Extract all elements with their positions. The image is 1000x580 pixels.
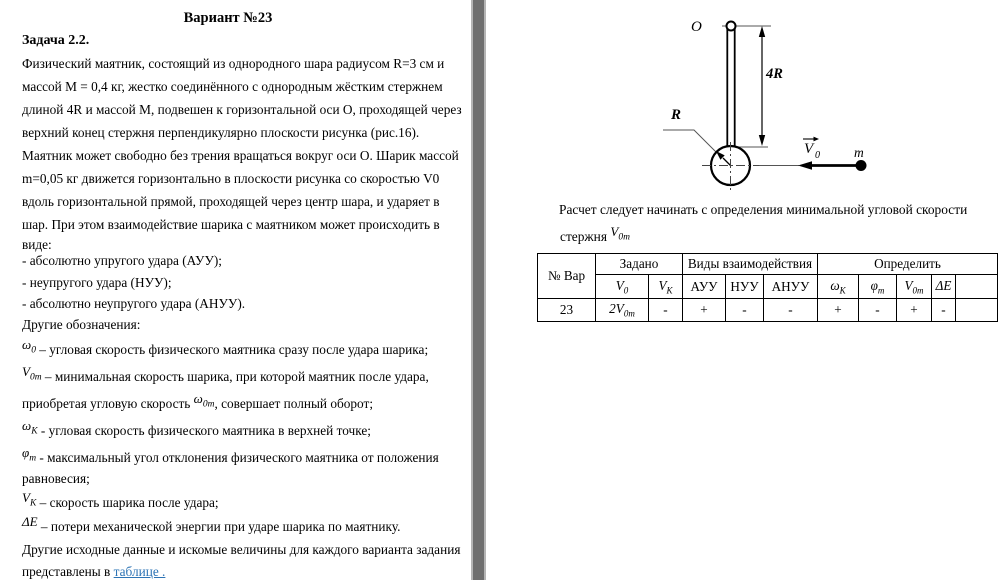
formula-omegaK: $\omega_K$: [22, 418, 38, 437]
pivot-circle: [727, 22, 736, 31]
velocity-arrowhead-icon: [798, 161, 812, 170]
footer-line: представлены в таблице .: [22, 564, 166, 579]
body-line: m=0,05 кг движется горизонтально в плоскости рисунка со скоростью V0: [22, 171, 440, 186]
definition-line: приобретая угловую скорость $\omega_{0m}$, совершает полный оборот;: [22, 391, 374, 411]
col-header-omegak: $\omega_K$: [818, 275, 859, 299]
body-line: вдоль горизонтальной прямой, проходящей через центр шара, и ударяет в: [22, 194, 440, 209]
cell-v0-value: $2V_{0m}$: [596, 299, 649, 322]
body-line: Маятник может свободно без трения вращаться вокруг оси О. Шарик массой: [22, 148, 459, 163]
notation-heading: Другие обозначения:: [22, 317, 141, 332]
dimension-arrow-up-icon: [759, 26, 765, 37]
definition-line: ΔE – потери механической энергии при ударе шарика по маятнику.: [22, 514, 401, 534]
formula-omega0m: $\omega_{0m}$: [193, 391, 215, 410]
body-line: Физический маятник, состоящий из однородного шара радиусом R=3 см и: [22, 56, 445, 71]
group-header-interactions: Виды взаимодействия: [683, 254, 818, 275]
cell-auu: +: [683, 299, 726, 322]
document-page-left: [0, 0, 471, 580]
body-line: длиной 4R и массой М, подвешен к горизонтальной оси О, проходящей через: [22, 102, 462, 117]
formula-phim: $\varphi_m$: [22, 445, 37, 464]
formula-omega0: $\omega_0$: [22, 337, 36, 356]
footer-line: Другие исходные данные и искомые величины для каждого варианта задания: [22, 542, 461, 557]
pendulum-figure: [620, 0, 900, 205]
task-heading: Задача 2.2.: [22, 33, 90, 48]
definition-line: $V_K$ – скорость шарика после удара;: [22, 490, 219, 510]
body-line: шар. При этом взаимодействие шарика с маятником может происходить в: [22, 217, 440, 232]
note-line: Расчет следует начинать с определения минимальной угловой скорости: [559, 202, 968, 217]
col-header-v0: $V_0$: [596, 275, 649, 299]
table-corner-header: № Вар: [538, 254, 596, 299]
table-link[interactable]: таблице .: [113, 564, 166, 579]
bullet-line: - абсолютно упругого удара (АУУ);: [22, 253, 223, 268]
col-header-empty: [956, 275, 998, 299]
cell-empty: [956, 299, 998, 322]
definition-line: $\omega_0$ – угловая скорость физического маятника сразу после удара шарика;: [22, 337, 429, 357]
mass-ball: [856, 160, 867, 171]
cell-vk: -: [649, 299, 683, 322]
page-title: Вариант №23: [183, 10, 273, 26]
label-pivot-O: O: [691, 19, 702, 35]
formula-v0m-note: $V_{0m}$: [610, 224, 630, 243]
group-header-given: Задано: [596, 254, 683, 275]
note-line: стержня $V_{0m}$: [560, 224, 630, 244]
definition-line: равновесия;: [22, 471, 90, 486]
col-header-vk: $V_K$: [649, 275, 683, 299]
cell-v0m: +: [897, 299, 932, 322]
pendulum-rod: [727, 27, 734, 147]
col-header-nuu: НУУ: [726, 275, 764, 299]
cell-deltae: -: [932, 299, 956, 322]
col-header-phim: $\varphi_m$: [859, 275, 897, 299]
cell-anuu: -: [764, 299, 818, 322]
table-row: [538, 299, 998, 322]
cell-nuu: -: [726, 299, 764, 322]
cell-omegak: +: [818, 299, 859, 322]
page-divider: [471, 0, 486, 580]
col-header-deltae: ΔE: [932, 275, 956, 299]
col-header-anuu: АНУУ: [764, 275, 818, 299]
radius-leader: [663, 130, 716, 152]
group-header-determine: Определить: [818, 254, 998, 275]
formula-vK: $V_K$: [22, 490, 37, 509]
label-dim-4R: 4R: [766, 66, 783, 82]
formula-v0m: $V_{0m}$: [22, 364, 42, 383]
body-line: массой М = 0,4 кг, жестко соединённого с однородным жёстким стержнем: [22, 79, 443, 94]
bullet-line: - неупругого удара (НУУ);: [22, 275, 172, 290]
vector-arrowhead-icon: [814, 137, 820, 142]
definition-line: $V_{0m}$ – минимальная скорость шарика, при которой маятник после удара,: [22, 364, 429, 384]
bullet-line: - абсолютно неупругого удара (АНУУ).: [22, 296, 246, 311]
cell-variant: 23: [538, 299, 596, 322]
label-radius-R: R: [671, 107, 682, 123]
variants-table: [537, 253, 998, 322]
label-velocity-V0: V: [804, 141, 814, 157]
body-line: виде:: [22, 237, 52, 252]
cell-phim: -: [859, 299, 897, 322]
definition-line: $\varphi_m$ - максимальный угол отклонения физического маятника от положения: [22, 445, 439, 465]
col-header-auu: АУУ: [683, 275, 726, 299]
label-velocity-sub: 0: [815, 150, 820, 161]
definition-line: $\omega_K$ - угловая скорость физического маятника в верхней точке;: [22, 418, 371, 438]
body-line: верхний конец стержня перпендикулярно плоскости рисунка (рис.16).: [22, 125, 420, 140]
col-header-v0m: $V_{0m}$: [897, 275, 932, 299]
dimension-arrow-down-icon: [759, 135, 765, 146]
label-mass-m: m: [854, 145, 864, 160]
formula-deltaE: ΔE: [22, 514, 38, 529]
